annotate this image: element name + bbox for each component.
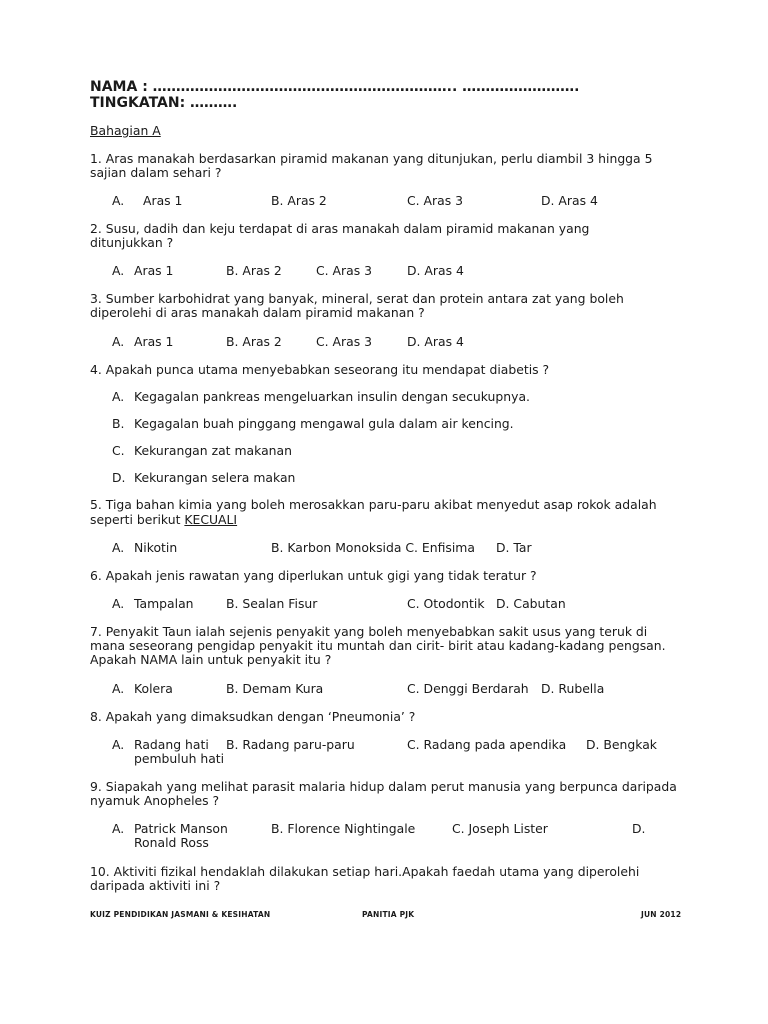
q8-option-d: D. Bengkak: [586, 737, 657, 752]
q3-option-a: [112, 335, 173, 350]
option-text: Radang hati: [134, 737, 209, 752]
question-7-line-2: mana seseorang pengidap penyakit itu muntah dan cirit- birit atau kadang-kadang pengsan.: [90, 638, 666, 653]
question-2-line-1: 2. Susu, dadih dan keju terdapat di aras manakah dalam piramid makanan yang: [90, 221, 590, 236]
option-text: Kolera: [134, 681, 173, 696]
q7-option-c: C. Denggi Berdarah: [407, 681, 529, 696]
q7-option-b: B. Demam Kura: [226, 681, 324, 696]
class-field-label: TINGKATAN: ……….: [90, 95, 238, 111]
q1-option-a: [112, 194, 182, 209]
q4-option-a: [112, 390, 530, 405]
option-text: Tampalan: [134, 596, 194, 611]
question-3-line-1: 3. Sumber karbohidrat yang banyak, mineral, serat dan protein antara zat yang boleh: [90, 291, 624, 306]
option-text: Kekurangan selera makan: [134, 470, 296, 485]
option-letter: C.: [112, 443, 125, 458]
question-6-line-1: 6. Apakah jenis rawatan yang diperlukan untuk gigi yang tidak teratur ?: [90, 568, 537, 583]
option-letter: A.: [112, 334, 125, 349]
option-letter: A.: [112, 681, 125, 696]
footer-course-title: KUIZ PENDIDIKAN JASMANI & KESIHATAN: [90, 910, 271, 919]
option-letter: A.: [112, 821, 125, 836]
question-7-line-1: 7. Penyakit Taun ialah sejenis penyakit yang boleh menyebabkan sakit usus yang teruk di: [90, 624, 648, 639]
option-letter: A.: [112, 596, 125, 611]
q3-option-c: C. Aras 3: [316, 334, 372, 349]
q4-option-c: [112, 444, 292, 459]
q5-option-b-c: B. Karbon Monoksida C. Enfisima: [271, 540, 475, 555]
option-text: Kekurangan zat makanan: [134, 443, 292, 458]
question-10-line-2: daripada aktiviti ini ?: [90, 878, 221, 893]
q5-option-d: D. Tar: [496, 540, 532, 555]
q9-option-b: B. Florence Nightingale: [271, 821, 416, 836]
option-text: Aras 1: [143, 193, 183, 208]
question-5-line-2: [90, 513, 237, 528]
option-text: Aras 1: [134, 334, 174, 349]
q1-option-c: C. Aras 3: [407, 193, 463, 208]
question-1-line-1: 1. Aras manakah berdasarkan piramid makanan yang ditunjukan, perlu diambil 3 hingga 5: [90, 151, 653, 166]
q9-option-d-continued: Ronald Ross: [134, 835, 209, 850]
question-10-line-1: 10. Aktiviti fizikal hendaklah dilakukan setiap hari.Apakah faedah utama yang diperolehi: [90, 864, 640, 879]
q7-option-a: [112, 682, 173, 697]
q3-option-b: B. Aras 2: [226, 334, 282, 349]
q5-option-a: [112, 541, 177, 556]
question-9-line-1: 9. Siapakah yang melihat parasit malaria hidup dalam perut manusia yang berpunca daripada: [90, 779, 677, 794]
q4-option-b: [112, 417, 514, 432]
q2-option-a: [112, 264, 173, 279]
option-text: Nikotin: [134, 540, 178, 555]
option-letter: A.: [112, 389, 125, 404]
option-letter: D.: [112, 470, 126, 485]
q6-option-b: B. Sealan Fisur: [226, 596, 318, 611]
q6-option-d: D. Cabutan: [496, 596, 566, 611]
q2-option-b: B. Aras 2: [226, 263, 282, 278]
option-letter: B.: [112, 416, 125, 431]
q4-option-d: [112, 471, 295, 486]
question-4-line-1: 4. Apakah punca utama menyebabkan seseorang itu mendapat diabetis ?: [90, 362, 550, 377]
option-text: Kegagalan buah pinggang mengawal gula dalam air kencing.: [134, 416, 514, 431]
question-5-line-2-text: seperti berikut: [90, 512, 185, 527]
footer-panel: PANITIA PJK: [362, 910, 415, 919]
option-text: Patrick Manson: [134, 821, 228, 836]
section-title: Bahagian A: [90, 123, 161, 138]
q9-option-c: C. Joseph Lister: [452, 821, 548, 836]
option-letter: A.: [112, 737, 125, 752]
name-field-label: NAMA : ……………………………………………………….. …………………….: [90, 79, 580, 95]
q8-option-b: B. Radang paru-paru: [226, 737, 355, 752]
q6-option-a: [112, 597, 194, 612]
option-letter: A.: [112, 540, 125, 555]
q3-option-d: D. Aras 4: [407, 334, 464, 349]
question-1-line-2: sajian dalam sehari ?: [90, 165, 222, 180]
question-9-line-2: nyamuk Anopheles ?: [90, 793, 220, 808]
question-7-line-3: Apakah NAMA lain untuk penyakit itu ?: [90, 652, 332, 667]
question-2-line-2: ditunjukkan ?: [90, 235, 174, 250]
q2-option-c: C. Aras 3: [316, 263, 372, 278]
question-8-line-1: 8. Apakah yang dimaksudkan dengan ‘Pneumonia’ ?: [90, 709, 416, 724]
q8-option-c: C. Radang pada apendika: [407, 737, 567, 752]
question-3-line-2: diperolehi di aras manakah dalam piramid makanan ?: [90, 305, 425, 320]
question-5-line-1: 5. Tiga bahan kimia yang boleh merosakkan paru-paru akibat menyedut asap rokok adalah: [90, 497, 657, 512]
q1-option-b: B. Aras 2: [271, 193, 327, 208]
q7-option-d: D. Rubella: [541, 681, 605, 696]
option-letter: A.: [112, 193, 125, 208]
q2-option-d: D. Aras 4: [407, 263, 464, 278]
option-text: Aras 1: [134, 263, 174, 278]
q6-option-c: C. Otodontik: [407, 596, 485, 611]
q8-option-d-continued: pembuluh hati: [134, 751, 225, 766]
footer-date: JUN 2012: [641, 910, 682, 919]
option-letter: A.: [112, 263, 125, 278]
q1-option-d: D. Aras 4: [541, 193, 598, 208]
q9-option-d: D.: [632, 821, 646, 836]
option-text: Kegagalan pankreas mengeluarkan insulin dengan secukupnya.: [134, 389, 530, 404]
kecuali-emphasis: KECUALI: [184, 512, 238, 527]
